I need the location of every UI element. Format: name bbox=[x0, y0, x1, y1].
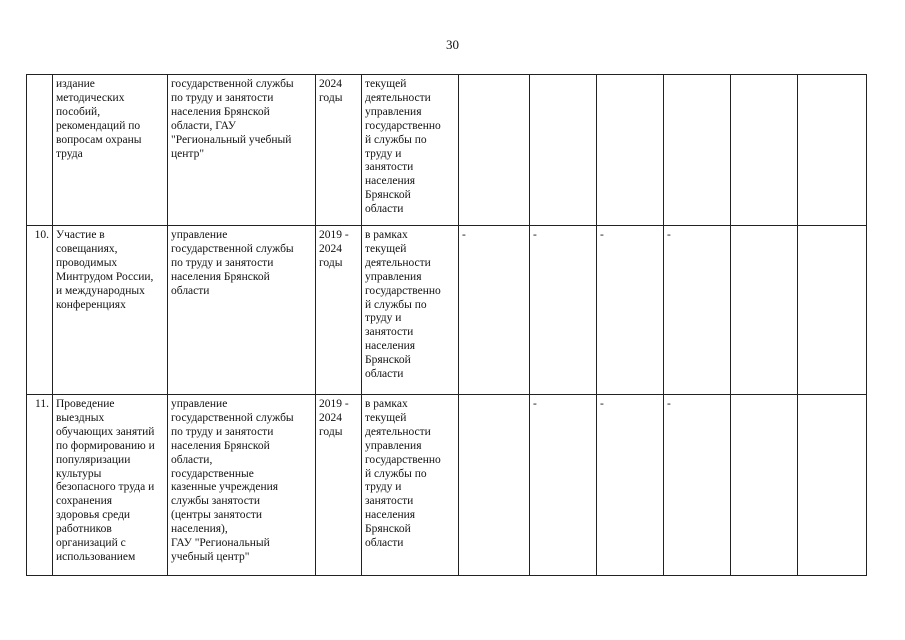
value-cell bbox=[530, 75, 597, 226]
period-cell: 2019 - 2024 годы bbox=[316, 226, 362, 395]
value-cell: - bbox=[597, 226, 664, 395]
executor-cell: управление государственной службы по труду и занятости населения Брянской области, государственные казенные учреждения службы занятости (центры занятости населения), ГАУ "Региональный учебный центр" bbox=[168, 395, 316, 576]
measure-name-cell: издание методических пособий, рекомендаций по вопросам охраны труда bbox=[53, 75, 168, 226]
table-row bbox=[27, 226, 867, 395]
period-cell: 2024 годы bbox=[316, 75, 362, 226]
value-cell: - bbox=[530, 395, 597, 576]
value-cell bbox=[731, 75, 798, 226]
executor-cell: управление государственной службы по труду и занятости населения Брянской области bbox=[168, 226, 316, 395]
value-cell bbox=[798, 226, 867, 395]
row-number: 10. bbox=[27, 226, 53, 395]
table-row bbox=[27, 395, 867, 576]
period-cell: 2019 - 2024 годы bbox=[316, 395, 362, 576]
page-number: 30 bbox=[446, 37, 459, 52]
value-cell bbox=[597, 75, 664, 226]
funding-source-cell: текущей деятельности управления государственно й службы по труду и занятости населения Брянской области bbox=[362, 75, 459, 226]
row-number bbox=[27, 75, 53, 226]
measure-name-cell: Проведение выездных обучающих занятий по формированию и популяризации культуры безопасного труда и сохранения здоровья среди работников организаций с использованием bbox=[53, 395, 168, 576]
table-row bbox=[27, 75, 867, 226]
value-cell: - bbox=[459, 226, 530, 395]
value-cell bbox=[459, 395, 530, 576]
value-cell: - bbox=[664, 395, 731, 576]
value-cell bbox=[664, 75, 731, 226]
value-cell: - bbox=[597, 395, 664, 576]
value-cell bbox=[731, 395, 798, 576]
measure-name-cell: Участие в совещаниях, проводимых Минтрудом России, и международных конференциях bbox=[53, 226, 168, 395]
funding-source-cell: в рамках текущей деятельности управления государственно й службы по труду и занятости населения Брянской области bbox=[362, 395, 459, 576]
value-cell bbox=[459, 75, 530, 226]
value-cell bbox=[798, 75, 867, 226]
value-cell bbox=[731, 226, 798, 395]
executor-cell: государственной службы по труду и занятости населения Брянской области, ГАУ "Региональный учебный центр" bbox=[168, 75, 316, 226]
value-cell: - bbox=[664, 226, 731, 395]
value-cell bbox=[798, 395, 867, 576]
row-number: 11. bbox=[27, 395, 53, 576]
measures-table bbox=[26, 74, 867, 576]
funding-source-cell: в рамках текущей деятельности управления государственно й службы по труду и занятости населения Брянской области bbox=[362, 226, 459, 395]
value-cell: - bbox=[530, 226, 597, 395]
